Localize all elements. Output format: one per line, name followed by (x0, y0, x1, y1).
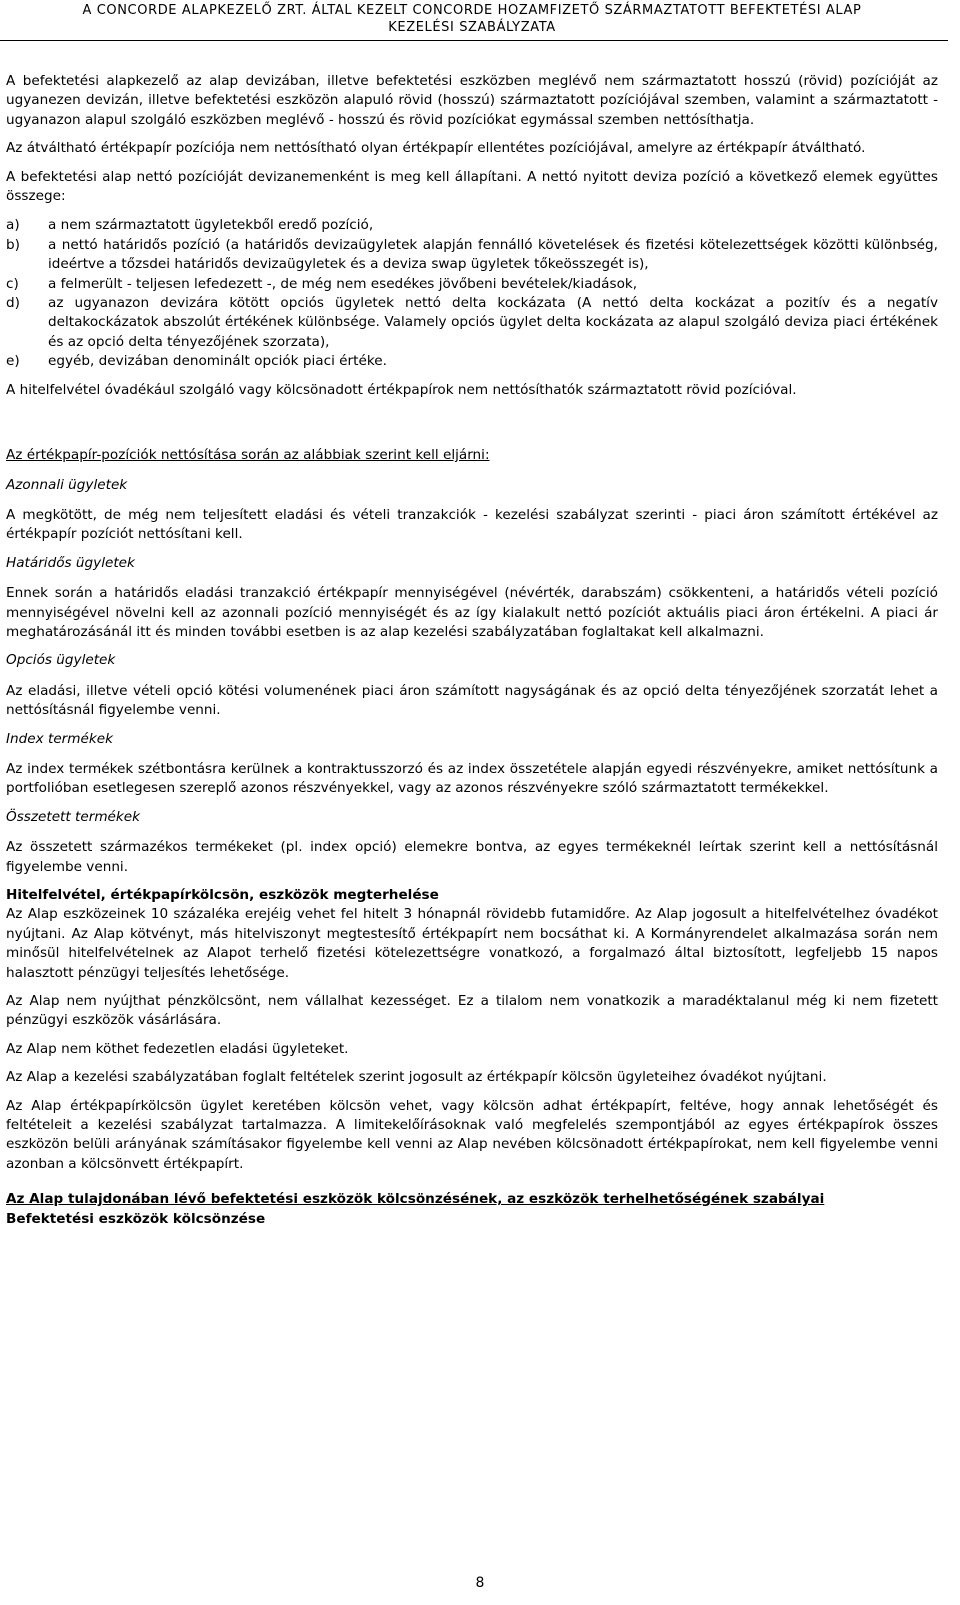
document-body (6, 72, 938, 1238)
paragraph-netting: A befektetési alapkezelő az alap devizában, illetve befektetési eszközben meglévő nem származtatott hosszú (rövid) pozícióját az ugyanezen devizán, illetve befektetési eszközön alapuló rövid (hosszú) származtatott pozíciójával szemben, valamint a származtatott - ugyanazon alapul szolgáló eszközben meglévő - hosszú és rövid pozíciókat egymással szemben nettósíthatja. (6, 73, 938, 128)
subheading-options: Opciós ügyletek (6, 652, 116, 669)
paragraph-securities-lending: Az Alap értékpapírkölcsön ügylet keretében kölcsön vehet, vagy kölcsön adhat értékpapírt, feltéve, hogy annak lehetőségét és feltételeit a kezelési szabályzat tartalmazza. A limitekelőírásoknak való megfelelés szempontjából az egyes értékpapírok összes eszközön belüli arányának számításakor figyelembe kell venni az Alap nevében kölcsönadott értékpapírokat, nem kell figyelembe venni azonban a kölcsönvett értékpapírt. (6, 1097, 938, 1172)
paragraph-complex: Az összetett származékos termékeket (pl. index opció) elemekre bontva, az egyes termékeknél leírtak szerint kell a nettósításnál figyelembe venni. (6, 839, 938, 875)
subheading-complex: Összetett termékek (6, 808, 141, 825)
section-title-lending: Az Alap tulajdonában lévő befektetési eszközök kölcsönzésének, az eszközök terhelhetőségének szabályai (6, 1191, 825, 1208)
list-item: c) a felmerült - teljesen lefedezett -, de még nem esedékes jövőbeni bevételek/kiadások, (6, 275, 638, 292)
page-header (6, 0, 938, 40)
paragraph-forward: Ennek során a határidős eladási tranzakció értékpapír mennyiségével (névérték, darabszám) csökkenteni, a határidős vételi pozíció mennyiségével növelni kell az azonnali pozíció mennyiségét és az így kialakult nettó pozíciót aktuális piaci áron értékelni. A piaci ár meghatározásánál itt és minden további esetben is az alap kezelési szabályzatában foglaltakat kell alkalmazni. (6, 585, 938, 640)
paragraph-collateral: A hitelfelvétel óvadékául szolgáló vagy kölcsönadott értékpapírok nem nettósíthatók származtatott rövid pozícióval. (6, 381, 797, 398)
paragraph-net-position (6, 168, 938, 207)
subheading-spot: Azonnali ügyletek (6, 476, 128, 493)
paragraph-short-sales: Az Alap nem köthet fedezetlen eladási ügyleteket. (6, 1040, 349, 1057)
paragraph-borrowing: Az Alap eszközeinek 10 százaléka erejéig vehet fel hitelt 3 hónapnál rövidebb futamidőre. Az Alap jogosult a hitelfelvételhez óvadékot nyújtani. Az Alap kötvényt, más hitelviszonyt megtestesítő értékpapírt nem bocsáthat ki. A Kormányrendelet alkalmazása során nem minősül hitelfelvételnek az Alapot terhelő fizetési kötelezettségre vonatkozó, a forgalmazó által biztosított, legfeljebb 15 napos halasztott pénzügyi teljesítés lehetősége. (6, 906, 938, 981)
list-item: d) az ugyanazon devizára kötött opciós ügyletek nettó delta kockázata (A nettó delta kockázat a pozitív és a negatív deltakockázatok abszolút értékének különbsége. Valamely opciós ügylet delta kockázata az alapul szolgáló deviza piaci értékének és az opció delta tényezőjének szorzata), (6, 295, 938, 350)
paragraph-options: Az eladási, illetve vételi opció kötési volumenének piaci áron számított nagyságának és az opció delta tényezőjének szorzatát lehet a nettósításnál figyelembe venni. (6, 682, 938, 719)
list-item: e) egyéb, devizában denominált opciók piaci értéke. (6, 353, 387, 370)
paragraph-no-loans: Az Alap nem nyújthat pénzkölcsönt, nem vállalhat kezességet. Ez a tilalom nem vonatkozik a maradéktalanul még ki nem fizetett pénzügyi eszközök vásárlására. (6, 993, 938, 1029)
header-subtitle: KEZELÉSI SZABÁLYZATA (388, 20, 556, 35)
paragraph-lending-collateral: Az Alap a kezelési szabályzatában foglalt feltételek szerint jogosult az értékpapír kölcsön ügyleteihez óvadékot nyújtani. (6, 1069, 827, 1086)
page-number: 8 (475, 1575, 485, 1591)
header-divider (0, 40, 948, 41)
subheading-index: Index termékek (6, 730, 113, 747)
list-item: a) a nem származtatott ügyletekből eredő pozíció, (6, 217, 374, 234)
subheading-asset-lending: Befektetési eszközök kölcsönzése (6, 1210, 266, 1227)
document-page (6, 0, 938, 1591)
list-item: b) a nettó határidős pozíció (a határidős devizaügyletek alapján fennálló követelések és fizetési kötelezettségek közötti különbség, ideértve a tőzsdei határidős devizaügyletek és a deviza swap ügyletek tőkeösszegét is), (6, 236, 938, 273)
paragraph-spot: A megkötött, de még nem teljesített eladási és vételi tranzakciók - kezelési szabályzat szerinti - piaci áron számított értékével az értékpapír pozíciót nettósítani kell. (6, 506, 938, 543)
paragraph-index: Az index termékek szétbontásra kerülnek a kontraktusszorzó és az index összetétele alapján egyedi részvényekre, amiket nettósítunk a portfolióban esetlegesen szereplő azonos részvényekkel, vagy az azonos részvényekre szóló származtatott termékekkel. (6, 760, 938, 797)
paragraph-convertible: Az átváltható értékpapír pozíciója nem nettósítható olyan értékpapír ellentétes pozíciójával, amelyre az értékpapír átváltható. (6, 140, 866, 157)
subheading-forward: Határidős ügyletek (6, 554, 135, 571)
net-open-position-sentence: A nettó nyitott deviza pozíció a következő elemek együttes összege: (6, 168, 938, 205)
net-position-sentence: A befektetési alap nettó pozícióját devizanemenként is meg kell állapítani. (6, 168, 522, 185)
section-title-netting: Az értékpapír-pozíciók nettósítása során az alábbiak szerint kell eljárni: (6, 447, 490, 464)
header-title: A CONCORDE ALAPKEZELŐ ZRT. ÁLTAL KEZELT CONCORDE HOZAMFIZETŐ SZÁRMAZTATOTT BEFEKTETÉSI ALAP (82, 3, 862, 18)
position-elements-list (6, 216, 938, 371)
heading-borrowing: Hitelfelvétel, értékpapírkölcsön, eszközök megterhelése (6, 887, 439, 903)
